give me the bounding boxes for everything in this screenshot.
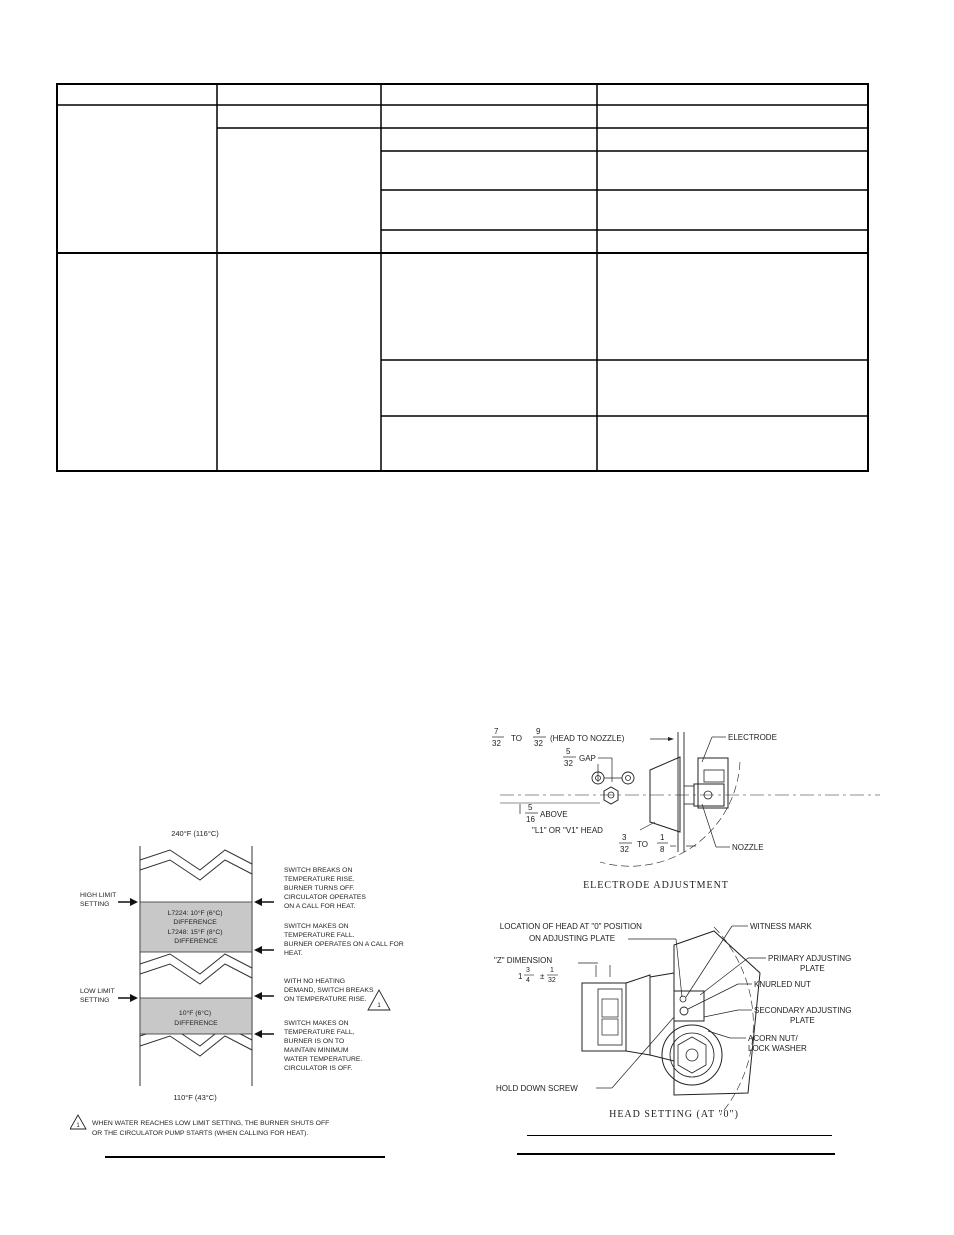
- z-tolerance: 1: [550, 967, 554, 974]
- figure-caption-rule: [527, 1135, 832, 1136]
- bottom-to: TO: [637, 840, 648, 849]
- band1-line: L7224: 10°F (6°C): [167, 910, 223, 917]
- secondary-plate-label: PLATE: [790, 1016, 815, 1025]
- svg-text:3 32: [620, 833, 629, 854]
- head-to-nozzle-label: (HEAD TO NOZZLE): [550, 734, 625, 743]
- band2-line: DIFFERENCE: [174, 1020, 218, 1027]
- z-tolerance: 32: [548, 977, 556, 984]
- band1-line: L7248: 15°F (8°C): [167, 929, 223, 936]
- electrode-adjustment-title: ELECTRODE ADJUSTMENT: [583, 880, 729, 891]
- low-limit-label: LOW LIMIT: [80, 988, 115, 995]
- arrow-left-icon: [254, 946, 274, 954]
- note2-line: TEMPERATURE FALL.: [284, 932, 355, 939]
- gap-fraction: 5: [566, 747, 571, 756]
- witness-mark-label: WITNESS MARK: [750, 922, 812, 931]
- low-limit-label: SETTING: [80, 997, 110, 1004]
- note4-line: TEMPERATURE FALL,: [284, 1029, 355, 1036]
- svg-text:WITH NO HEATING DEMAND, SW: [284, 978, 375, 1003]
- primary-plate-label: PLATE: [800, 964, 825, 973]
- svg-text:5 16: [526, 803, 535, 824]
- svg-text:1 8: [660, 833, 667, 854]
- svg-text:9 32: [534, 727, 543, 748]
- z-fraction: 4: [526, 977, 530, 984]
- plus-minus-icon: ±: [540, 972, 545, 981]
- note4-line: CIRCULATOR IS OFF.: [284, 1065, 353, 1072]
- arrow-right-icon: [118, 994, 138, 1002]
- note2-line: SWITCH MAKES ON: [284, 923, 349, 930]
- dim-fraction: 9: [536, 727, 541, 736]
- band1-line: DIFFERENCE: [173, 919, 217, 926]
- gap-fraction: 32: [564, 759, 573, 768]
- bottom-fraction: 8: [660, 845, 665, 854]
- note1-line: TEMPERATURE RISE.: [284, 876, 355, 883]
- note3-line: ON TEMPERATURE RISE.: [284, 996, 367, 1003]
- top-temp-label: 240°F (116°C): [171, 829, 219, 838]
- svg-text:SECONDARY ADJUSTING PLATE: [754, 1006, 854, 1025]
- bottom-fraction: 32: [620, 845, 629, 854]
- head-setting-diagram: [478, 915, 878, 1125]
- note1-line: BURNER TURNS OFF.: [284, 885, 355, 892]
- note4-line: SWITCH MAKES ON: [284, 1020, 349, 1027]
- acorn-nut-label: ACORN NUT/: [748, 1034, 798, 1043]
- footnote-line: WHEN WATER REACHES LOW LIMIT SETTING, THE BURNER SHUTS OFF: [92, 1120, 330, 1127]
- note2-line: HEAT.: [284, 950, 303, 957]
- svg-text:1 32: [548, 967, 556, 984]
- z-whole: 1: [518, 972, 523, 981]
- svg-text:SWITCH MAKES ON TEMPERATUR: [284, 1020, 364, 1072]
- note1-line: SWITCH BREAKS ON: [284, 867, 353, 874]
- figure-caption-rule: [105, 1156, 385, 1158]
- arrow-left-icon: [254, 992, 274, 1000]
- svg-text:SWITCH BREAKS ON TEMPERATU: [284, 867, 368, 910]
- svg-text:LOCATION OF HEAD AT "0" POSITI: [500, 922, 644, 943]
- acorn-nut-label: LOCK WASHER: [748, 1044, 807, 1053]
- note1-line: CIRCULATOR OPERATES: [284, 894, 366, 901]
- svg-text:1: [518, 972, 523, 981]
- dim-fraction: 32: [534, 739, 543, 748]
- nozzle-label: NOZZLE: [732, 843, 764, 852]
- note3-line: WITH NO HEATING: [284, 978, 346, 985]
- gap-label: GAP: [579, 754, 596, 763]
- svg-text:7 32: [492, 727, 501, 748]
- hold-down-label: HOLD DOWN SCREW: [496, 1084, 578, 1093]
- break-mark: [140, 860, 252, 880]
- arrow-right-icon: [118, 898, 138, 906]
- warning-triangle-icon: [70, 1115, 86, 1129]
- bottom-fraction: 1: [660, 833, 665, 842]
- z-fraction: 3: [526, 967, 530, 974]
- footnote-line: OR THE CIRCULATOR PUMP STARTS (WHEN CALLING FOR HEAT).: [92, 1130, 309, 1137]
- primary-plate-label: PRIMARY ADJUSTING: [768, 954, 852, 963]
- limit-control-diagram: [70, 820, 430, 1150]
- arrow-left-icon: [254, 898, 274, 906]
- electrode-label: ELECTRODE: [728, 733, 777, 742]
- head-label: "L1" OR "V1" HEAD: [532, 826, 603, 835]
- secondary-plate-label: SECONDARY ADJUSTING: [754, 1006, 852, 1015]
- above-fraction: 16: [526, 815, 535, 824]
- note4-line: BURNER IS ON TO: [284, 1038, 345, 1045]
- above-label: ABOVE: [540, 810, 568, 819]
- svg-text:5 32: [564, 747, 573, 768]
- location-label: LOCATION OF HEAD AT "0" POSITION: [499, 922, 642, 931]
- location-label: ON ADJUSTING PLATE: [528, 934, 616, 943]
- svg-text:HIGH LIMIT SETTING: [80, 892, 118, 908]
- svg-text:LOW LIMIT SETTING: [80, 988, 117, 1004]
- note4-line: MAINTAIN MINIMUM: [284, 1047, 349, 1054]
- figure-caption-rule: [517, 1153, 835, 1155]
- electrode-adjustment-diagram: [480, 722, 880, 897]
- note3-line: DEMAND, SWITCH BREAKS: [284, 987, 374, 994]
- head-setting-title: HEAD SETTING (AT "0"): [609, 1109, 739, 1120]
- note2-line: BURNER OPERATES ON A CALL FOR: [284, 941, 404, 948]
- knurled-nut-label: KNURLED NUT: [754, 980, 811, 989]
- break-mark: [140, 964, 252, 984]
- warning-symbol: 1: [377, 1002, 381, 1009]
- bottom-temp-label: 110°F (43°C): [173, 1093, 217, 1102]
- arrow-left-icon: [254, 1030, 274, 1038]
- dim-fraction: 32: [492, 739, 501, 748]
- break-mark: [140, 954, 252, 974]
- footnote-symbol: 1: [76, 1123, 80, 1129]
- dim-to: TO: [511, 734, 522, 743]
- z-dimension-label: "Z" DIMENSION: [494, 956, 553, 965]
- svg-text:WHEN WATER REACHES LOW LIMIT S: [92, 1120, 331, 1137]
- band2-line: 10°F (6°C): [178, 1010, 212, 1017]
- note1-line: ON A CALL FOR HEAT.: [284, 903, 356, 910]
- above-fraction: 5: [528, 803, 533, 812]
- dim-fraction: 7: [494, 727, 499, 736]
- troubleshooting-table-grid: [56, 83, 869, 472]
- break-mark: [140, 1036, 252, 1056]
- break-mark: [140, 850, 252, 870]
- svg-text:PRIMARY ADJUSTING PLATE: [768, 954, 854, 973]
- note4-line: WATER TEMPERATURE.: [284, 1056, 363, 1063]
- svg-text:ACORN NUT/ LOCK WASHER: [748, 1034, 807, 1053]
- svg-text:3 4: [526, 967, 532, 984]
- bottom-fraction: 3: [622, 833, 627, 842]
- high-limit-label: HIGH LIMIT: [80, 892, 117, 899]
- high-limit-label: SETTING: [80, 901, 110, 908]
- band1-line: DIFFERENCE: [174, 938, 218, 945]
- svg-text:SWITCH MAKES ON TEMPERATUR: [284, 923, 406, 957]
